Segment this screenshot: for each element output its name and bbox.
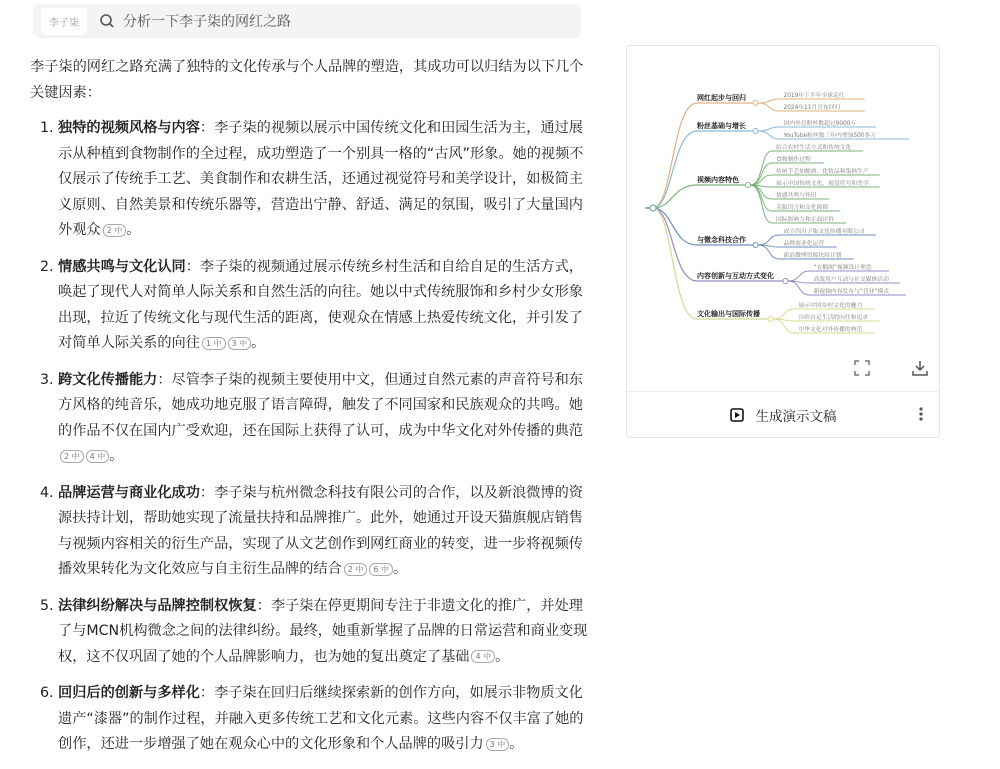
mindmap-branch[interactable]: 网红起步与回归	[697, 94, 746, 102]
citation-badge[interactable]: 3 中	[486, 738, 510, 751]
presentation-icon	[730, 408, 744, 422]
item-text: ：李子柒的视频以展示中国传统文化和田园生活为主，通过展示从种植到食物制作的全过程，成功塑造了一个别具一格的“古风”形象。她的视频不仅展示了传统手工艺、美食制作和农耕生活，还通过视觉符号和美学设计，如极简主义原则、自然美景和传统乐器等，营造出宁静、舒适、满足的氛围，吸引了大量国内外观众	[58, 120, 584, 238]
mindmap-leaf[interactable]: 中华文化对外传播的典范	[798, 327, 863, 333]
mindmap-node[interactable]	[768, 317, 773, 322]
item-text: ：李子柒的视频通过展示传统乡村生活和自给自足的生活方式，唤起了现代人对简单人际关系和自然生活的向往。她以中式传统服饰和乡村少女形象出现，拉近了传统文化与现代生活的距离，使观众在情感上热爱传统文化，并引发了对简单人际关系的向往	[58, 258, 583, 351]
search-query[interactable]: 分析一下李子柒的网红之路	[123, 14, 291, 30]
mindmap-card	[626, 45, 940, 438]
citation-badge[interactable]: 4 中	[86, 450, 110, 463]
mindmap-leaf[interactable]: 国内外总粉丝数超过9000万	[783, 121, 857, 127]
factor-item	[30, 681, 594, 758]
mindmap-leaf[interactable]: YouTube粉丝数三年内增加500多万	[783, 133, 877, 139]
item-title: 法律纠纷解决与品牌控制权恢复	[58, 597, 257, 614]
mindmap-branch[interactable]: 文化输出与国际传播	[697, 310, 760, 318]
item-number: 4.	[40, 484, 54, 501]
item-number: 3.	[40, 371, 54, 388]
item-end: 。	[509, 736, 524, 752]
mindmap-leaf[interactable]: 2019年下半年全球走红	[783, 93, 845, 99]
citation-badge[interactable]: 2 中	[60, 450, 84, 463]
item-text: ：李子柒在回归后继续探索新的创作方向，如展示非物质文化遗产“漆器”的制作过程，并融入更多传统工艺和文化元素。这些内容不仅丰富了她的创作，还进一步增强了她在观众心中的文化形象和个人品牌的吸引力	[58, 685, 584, 752]
mindmap-leaf[interactable]: 品牌商业化运营	[783, 241, 825, 247]
item-number: 6.	[40, 685, 54, 701]
mindmap-root-node[interactable]	[650, 205, 656, 211]
mindmap-node[interactable]	[753, 243, 758, 248]
generate-presentation-button[interactable]	[627, 391, 939, 437]
search-icon	[99, 13, 115, 29]
item-end: 。	[126, 222, 141, 238]
mindmap-branch-line	[653, 131, 754, 208]
item-title: 情感共鸣与文化认同	[58, 258, 186, 275]
citation-badge[interactable]: 2 中	[344, 563, 368, 576]
mindmap-leaf[interactable]: 展示中国传统文化、视觉符号和美学	[776, 181, 869, 187]
factor-item	[30, 368, 594, 470]
mindmap-node[interactable]	[753, 129, 758, 134]
item-title: 回归后的创新与多样化	[58, 685, 200, 701]
mindmap-branch-line	[653, 103, 754, 208]
factor-item	[30, 255, 594, 357]
download-icon[interactable]	[911, 359, 929, 377]
factor-list	[30, 116, 594, 758]
mindmap-branch[interactable]: 与微念科技合作	[697, 236, 746, 244]
mindmap-leaf[interactable]: 情感共鸣与怀旧	[776, 193, 817, 199]
mindmap-leaf[interactable]: 新浪微博资源扶持计划	[783, 253, 842, 259]
mindmap[interactable]	[627, 46, 941, 346]
mindmap-leaf[interactable]: 国际影响力和正面评价	[776, 217, 834, 223]
item-end: 。	[393, 561, 408, 577]
topic-tag[interactable]: 李子柒	[41, 8, 87, 35]
mindmap-branch-line	[653, 208, 769, 319]
mindmap-node[interactable]	[783, 279, 788, 284]
item-title: 跨文化传播能力	[58, 371, 158, 388]
mindmap-branch[interactable]: 粉丝基础与增长	[697, 122, 746, 130]
factor-item	[30, 594, 594, 671]
mindmap-leaf[interactable]: 高效用户互动与社交媒体活动	[813, 277, 889, 283]
item-number: 1.	[40, 120, 54, 136]
item-text: ：李子柒与杭州微念科技有限公司的合作，以及新浪微博的资源扶持计划，帮助她实现了流量扶持和品牌推广。此外，她通过开设天猫旗舰店销售与视频内容相关的衍生产品，实现了从文艺创作到网红商业的转变，进一步将视频传播效果转化为文化效应与自主衍生品牌的结合	[58, 484, 583, 577]
citation-badge[interactable]: 1 中	[202, 337, 226, 350]
mindmap-leaf-line	[758, 127, 876, 131]
factor-item	[30, 116, 594, 244]
item-title: 独特的视频风格与内容	[58, 120, 200, 136]
mindmap-leaf[interactable]: 自给自足生活的向往和追求	[798, 315, 869, 321]
mindmap-node[interactable]	[753, 101, 758, 106]
mindmap-leaf[interactable]: “衣榴阁”视频设计理念	[813, 265, 872, 271]
generate-presentation-label: 生成演示文稿	[755, 408, 837, 425]
mindmap-leaf[interactable]: 成立四川子柒文化传播有限公司	[783, 229, 865, 235]
mindmap-leaf[interactable]: 传统手艺如酿酒、化妆品和染料生产	[776, 169, 869, 175]
mindmap-leaf[interactable]: 展示中国乡村文化的魅力	[798, 303, 863, 309]
item-text: ：李子柒在停更期间专注于非遗文化的推广，并处理了与MCN机构微念之间的法律纠纷。最终，她重新掌握了品牌的日常运营和商业变现权，这不仅巩固了她的个人品牌影响力，也为她的复出奠定了基础	[58, 597, 588, 665]
citation-badge[interactable]: 3 中	[228, 337, 252, 350]
mindmap-leaf[interactable]: 结合农村生活方式和传统文化	[776, 145, 852, 151]
mindmap-leaf[interactable]: 食物制作过程	[776, 157, 811, 163]
answer-content	[30, 55, 594, 769]
citation-badge[interactable]: 6 中	[369, 563, 393, 576]
more-options-icon[interactable]	[919, 406, 923, 422]
citation-badge[interactable]: 2 中	[103, 224, 127, 237]
mindmap-leaf[interactable]: 新视频内容发布与“营业”模式	[813, 289, 890, 295]
fullscreen-icon[interactable]	[853, 359, 871, 377]
mindmap-leaf[interactable]: 克服语言和文化障碍	[776, 205, 829, 211]
item-number: 2.	[40, 258, 54, 275]
mindmap-branch[interactable]: 内容创新与互动方式变化	[697, 272, 774, 280]
factor-item	[30, 481, 594, 583]
mindmap-node[interactable]	[746, 183, 751, 188]
mindmap-branch[interactable]: 视频内容特色	[697, 176, 739, 184]
item-text: ：尽管李子柒的视频主要使用中文，但通过自然元素的声音符号和东方风格的纯音乐，她成功地克服了语言障碍，触发了不同国家和民族观众的共鸣。她的作品不仅在国内广受欢迎，还在国际上获得了认可，成为中华文化对外传播的典范	[58, 371, 583, 439]
mindmap-leaf[interactable]: 2024年11月宣布回归	[783, 105, 841, 111]
item-end: 。	[109, 448, 124, 464]
item-title: 品牌运营与商业化成功	[58, 484, 200, 501]
search-bar[interactable]	[33, 4, 581, 38]
citation-badge[interactable]: 4 中	[471, 650, 495, 663]
item-end: 。	[495, 648, 510, 665]
answer-intro: 李子柒的网红之路充满了独特的文化传承与个人品牌的塑造，其成功可以归结为以下几个关键因素：	[30, 59, 584, 101]
item-end: 。	[251, 335, 266, 351]
mindmap-leaf-line	[758, 99, 865, 103]
item-number: 5.	[40, 597, 54, 614]
